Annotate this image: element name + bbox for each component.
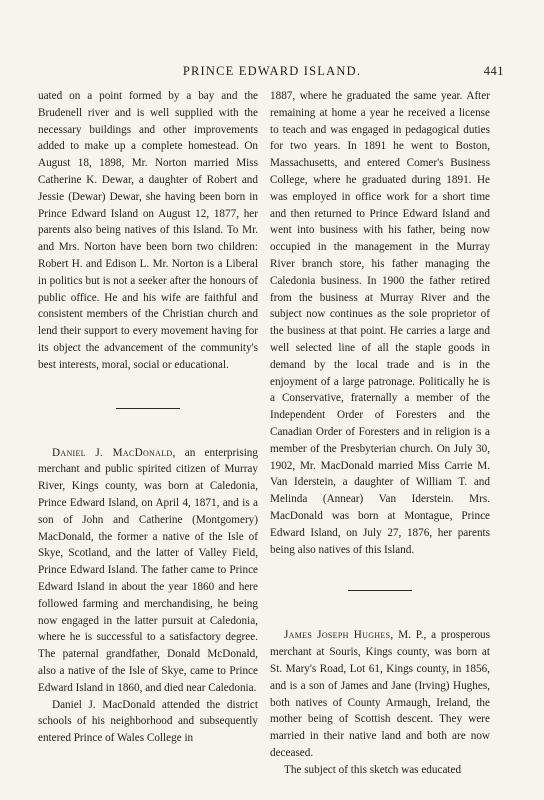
- section-divider: [348, 590, 412, 591]
- paragraph-norton-continued: uated on a point formed by a bay and the Brudenell river and is well supplied with the necessary buildings and other improvements added to make up a complete homestead. On August 18, 1898, Mr. Norton married Miss Catherine K. Dewar, a daughter of Robert and Jessie (Dewar) Dewar, she having been born in Prince Edward Island on August 12, 1877, her parents also being natives of this Island. To Mr. and Mrs. Norton have been born two children: Robert H. and Edison L. Mr. Norton is a Liberal in politics but is not a seeker after the honours of public office. He and his wife are faithful and consistent members of the Christian church and lend their support to every movement having for its object the advancement of the community's best interests, moral, social or educational.: [38, 90, 258, 371]
- paragraph-text: M. P., a prosperous merchant at Souris, Kings county, was born at St. Mary's Road, Lot 61, Kings county, in 1856, and is a son of James and Jane (Irving) Hughes, both natives of County Armaugh, Ireland, the mother being of Scottish descent. They were married in their native land and both are now deceased.: [270, 629, 490, 759]
- left-column: [38, 88, 258, 747]
- subject-name: Daniel J. MacDonald,: [52, 446, 176, 459]
- right-column: [270, 88, 490, 778]
- page-number: 441: [483, 64, 504, 78]
- paragraph-hughes-education: The subject of this sketch was educated: [284, 763, 462, 776]
- paragraph-hughes-intro: [270, 627, 490, 761]
- paragraph-macdonald-continued: 1887, where he graduated the same year. After remaining at home a year he received a license to teach and was engaged in pedagogical duties for two years. In 1891 he went to Boston, Massachusetts, and entered Comer's Business College, where he graduated during 1891. He was employed in office work for a short time and then returned to Prince Edward Island and went into business with his father, being now occupied in the management in the Murray River branch store, his father managing the Caledonia business. In 1900 the father retired from the business at Murray River and the subject now continues as the sole proprietor of the business at that point. He carries a large and well selected line of all the staple goods in demand by the local trade and is in the enjoyment of a large patronage. Politically he is a Conservative, fraternally a member of the Independent Order of Foresters and the Canadian Order of Foresters and in religion is a member of the Presbyterian church. On July 30, 1902, Mr. MacDonald married Miss Carrie M. Van Iderstein, a daughter of William T. and Melinda (Annear) Van Iderstein. Mrs. MacDonald was born at Montague, Prince Edward Island, on July 27, 1876, her parents being also natives of this Island.: [270, 90, 490, 556]
- paragraph-macdonald-education: Daniel J. MacDonald attended the district schools of his neighborhood and subsequently entered Prince of Wales College in: [38, 698, 258, 745]
- subject-name: James Joseph Hughes,: [284, 629, 394, 642]
- running-head: PRINCE EDWARD ISLAND.: [182, 64, 362, 78]
- paragraph-text: an enterprising merchant and public spirited citizen of Murray River, Kings county, was born at Caledonia, Prince Edward Island, on April 4, 1871, and is a son of John and Catherine (Montgomery) MacDonald, the former a native of the Isle of Skye, Scotland, and the latter of Valley Field, Prince Edward Island. The father came to Prince Edward Island in about the year 1860 and here followed farming and merchandising, he being now engaged in the latter pursuit at Caledonia, where he is successful to a satisfactory degree. The paternal grandfather, Donald McDonald, also a native of the Isle of Skye, came to Prince Edward Island in 1860, and died near Caledonia.: [38, 446, 258, 694]
- section-divider: [116, 408, 180, 409]
- paragraph-macdonald-intro: [38, 445, 258, 697]
